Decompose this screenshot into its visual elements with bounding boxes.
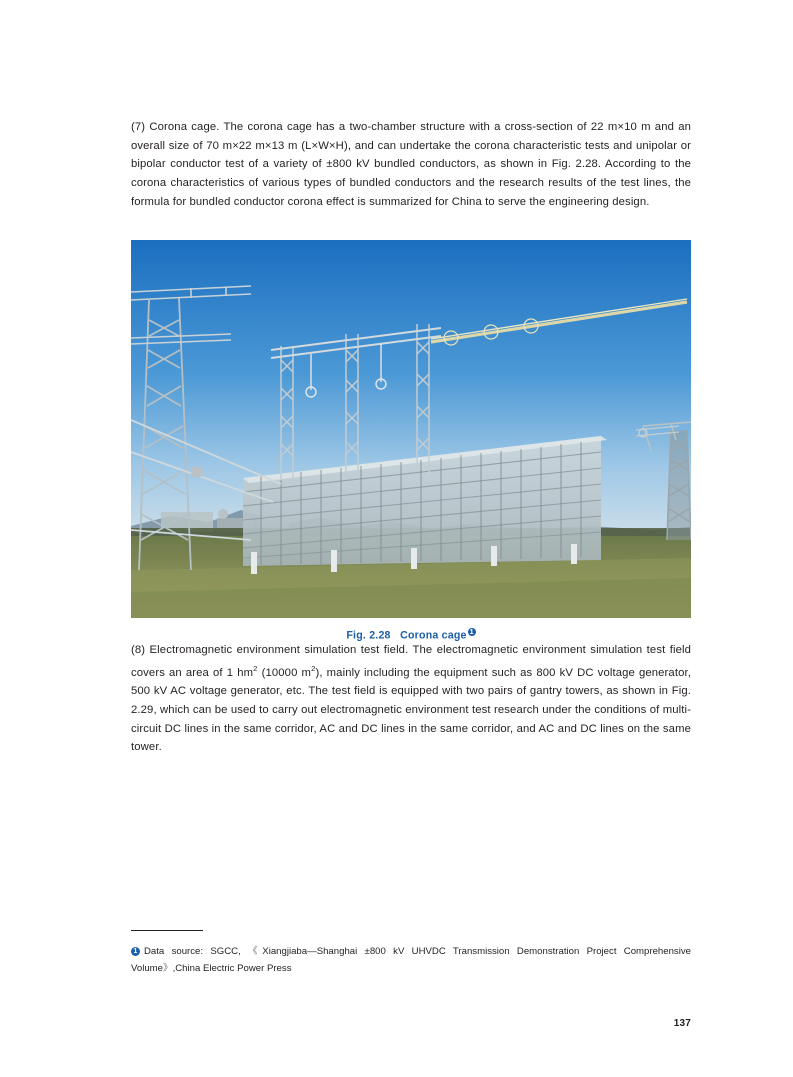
paragraph-emc-part-b: (10000 m	[257, 666, 312, 679]
footnote-reference-marker: 1	[469, 626, 474, 636]
figure-2-28	[131, 240, 691, 642]
footnote-divider	[131, 930, 203, 931]
paragraph-corona-cage: (7) Corona cage. The corona cage has a two-chamber structure with a cross-section of 22 m×10 m and an overall size of 70 m×22 m×13 m (L×W×H), and can undertake the corona characteristic tests and unipolar or bipolar conductor test of a variety of ±800 kV bundled conductors, as shown in Fig. 2.28. According to the corona characteristics of various types of bundled conductors and the research results of the test lines, the formula for bundled conductor corona effect is summarized for China to serve the engineering design.	[131, 121, 691, 208]
corona-cage-photograph	[131, 240, 691, 618]
page-number: 137	[673, 1018, 691, 1029]
footnote-text: Data source: SGCC, 《Xiangjiaba—Shanghai ±800 kV UHVDC Transmission Demonstration Project Comprehensive Volume》,China Electric Power Press	[131, 946, 691, 974]
figure-caption-title: Corona cage	[400, 629, 467, 642]
figure-caption	[131, 628, 691, 642]
unit-superscript-hm2: 2	[253, 663, 258, 673]
footnote	[131, 943, 691, 977]
unit-superscript-m2: 2	[311, 663, 316, 673]
paragraph-emc-part-c: ), mainly including the equipment such as 800 kV DC voltage generator, 500 kV AC voltage generator, etc. The test field is equipped with two pairs of gantry towers, as shown in Fig. 2.29, which can be used to carry out electromagnetic environment test research under the conditions of multi-circuit DC lines in the same corridor, AC and DC lines in the same corridor, and AC and DC lines on the same tower.	[131, 666, 691, 754]
paragraph-emc-part-a: (8) Electromagnetic environment simulation test field. The electromagnetic environment simulation test field covers an area of 1 hm	[131, 644, 691, 679]
figure-caption-label: Fig. 2.28	[346, 629, 391, 642]
paragraph-emc-test-field	[131, 641, 691, 757]
footnote-area	[131, 930, 691, 977]
page-content	[131, 118, 691, 757]
footnote-marker: 1	[131, 947, 140, 956]
